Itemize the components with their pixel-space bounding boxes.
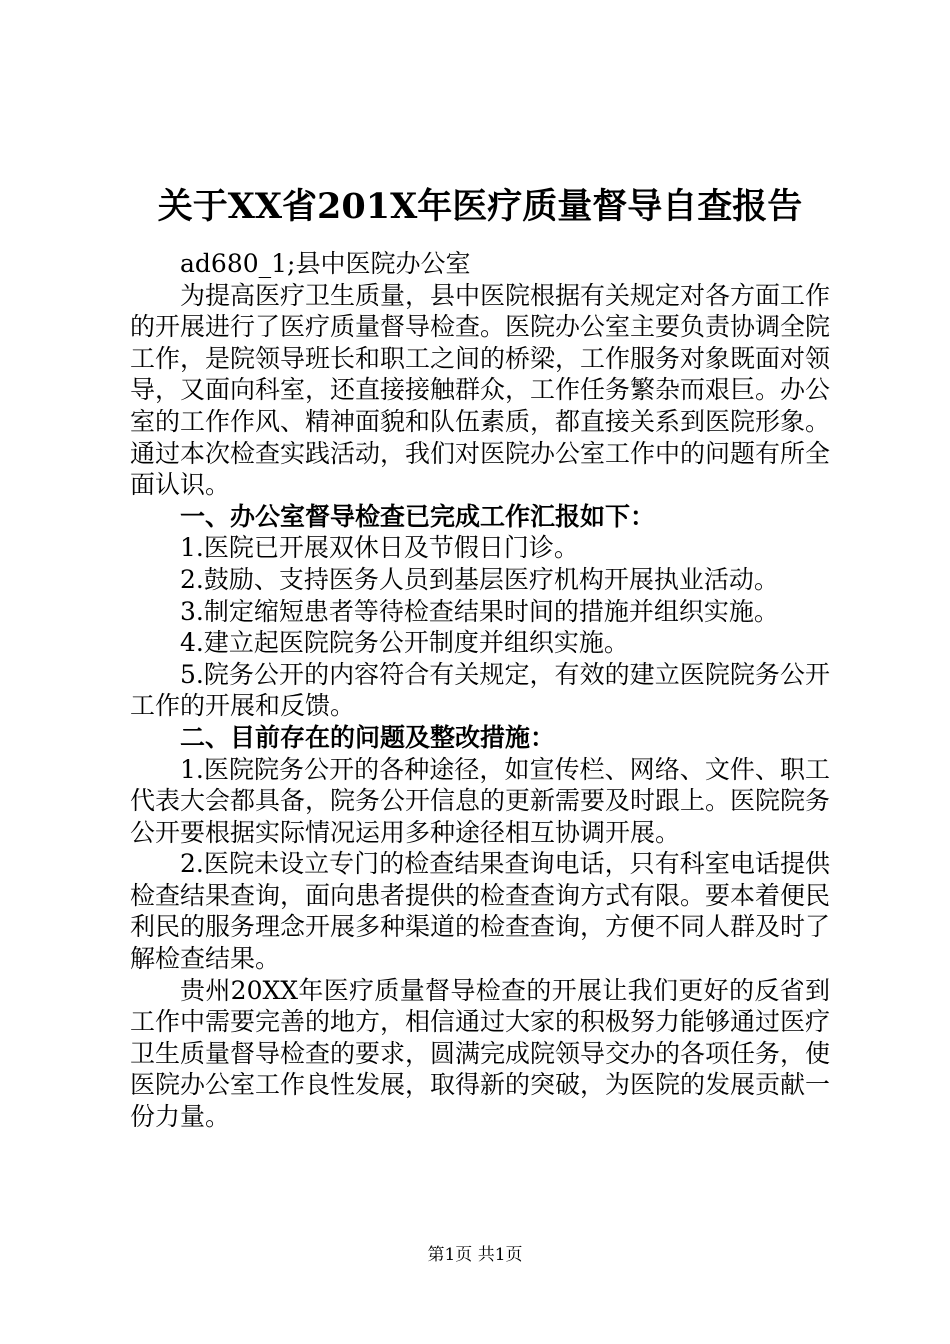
section-heading-completed-work: 一、办公室督导检查已完成工作汇报如下： [180, 501, 656, 531]
list-item: 2.鼓励、支持医务人员到基层医疗机构开展执业活动。 [180, 564, 779, 594]
list-item: 3.制定缩短患者等待检查结果时间的措施并组织实施。 [180, 596, 779, 626]
list-item: 1.医院院务公开的各种途径，如宣传栏、网络、文件、职工代表大会都具备，院务公开信息的更新需要及时跟上。医院院务公开要根据实际情况运用多种途径相互协调开展。 [130, 754, 831, 847]
document-page [130, 180, 830, 1133]
paragraph-conclusion: 贵州20XX年医疗质量督导检查的开展让我们更好的反省到工作中需要完善的地方，相信通过大家的积极努力能够通过医疗卫生质量督导检查的要求，圆满完成院领导交办的各项任务，使医院办公室工作良性发展，取得新的突破，为医院的发展贡献一份力量。 [130, 975, 831, 1132]
list-item: 4.建立起医院院务公开制度并组织实施。 [180, 628, 629, 658]
list-item: 1.医院已开展双休日及节假日门诊。 [180, 533, 579, 563]
paragraph-intro: 为提高医疗卫生质量，县中医院根据有关规定对各方面工作的开展进行了医疗质量督导检查。医院办公室主要负责协调全院工作，是院领导班长和职工之间的桥梁，工作服务对象既面对领导，又面向科室，还直接接触群众，工作任务繁杂而艰巨。办公室的工作作风、精神面貌和队伍素质，都直接关系到医院形象。通过本次检查实践活动，我们对医院办公室工作中的问题有所全面认识。 [130, 280, 831, 500]
paragraph-department: ad680_1;县中医院办公室 [180, 249, 471, 278]
list-item: 5.院务公开的内容符合有关规定，有效的建立医院院务公开工作的开展和反馈。 [130, 659, 830, 721]
section-heading-problems: 二、目前存在的问题及整改措施： [180, 722, 556, 752]
list-item: 2.医院未设立专门的检查结果查询电话，只有科室电话提供检查结果查询，面向患者提供的检查查询方式有限。要本着便民利民的服务理念开展多种渠道的检查查询，方便不同人群及时了解检查结果。 [130, 849, 831, 974]
page-number-footer: 第1页 共1页 [427, 1245, 523, 1265]
document-title: 关于XX省201X年医疗质量督导自查报告 [157, 186, 803, 227]
